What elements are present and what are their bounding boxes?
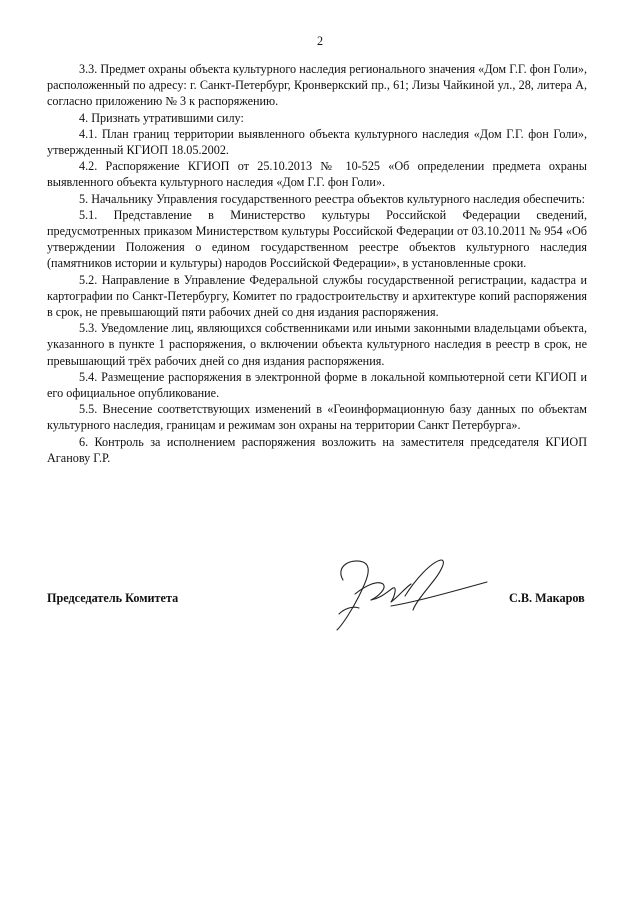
paragraph-4-2: 4.2. Распоряжение КГИОП от 25.10.2013 № 10-525 «Об определении предмета охраны выявленного объекта культурного наследия «Дом Г.Г. фон Голи». bbox=[47, 159, 587, 190]
handwritten-signature bbox=[255, 556, 495, 636]
paragraph-5: 5. Начальнику Управления государственного реестра объектов культурного наследия обеспечить: bbox=[79, 191, 585, 206]
paragraph-5-3: 5.3. Уведомление лиц, являющихся собственниками или иными законными владельцами объекта, указанного в пункте 1 распоряжения, о включении объекта культурного наследия в реестр в срок, не превышающий трёх рабочих дней со дня издания распоряжения. bbox=[47, 321, 587, 368]
signatory-title: Председатель Комитета bbox=[47, 591, 179, 605]
paragraph-6: 6. Контроль за исполнением распоряжения возложить на заместителя председателя КГИОП Аганову Г.Р. bbox=[47, 434, 587, 465]
paragraph-4: 4. Признать утратившими силу: bbox=[79, 110, 244, 125]
paragraph-5-1: 5.1. Представление в Министерство культуры Российской Федерации сведений, предусмотренных приказом Министерством культуры Российской Федерации от 03.10.2011 № 954 «Об утверждении Положения о едином государственном реестре объектов культурного наследия (памятников истории и культуры) народов Российской Федерации», в установленные сроки. bbox=[47, 207, 587, 271]
page-number: 2 bbox=[316, 34, 324, 48]
paragraph-4-1: 4.1. План границ территории выявленного объекта культурного наследия «Дом Г.Г. фон Голи», утвержденный КГИОП 18.05.2002. bbox=[47, 126, 587, 158]
paragraph-3-3: 3.3. Предмет охраны объекта культурного наследия регионального значения «Дом Г.Г. фон Голи», расположенный по адресу: г. Санкт-Петербург, Кронверкский пр., 61; Лизы Чайкиной ул., 28, литера А, согласно приложению № 3 к распоряжению. bbox=[47, 62, 587, 109]
paragraph-5-2: 5.2. Направление в Управление Федеральной службы государственной регистрации, кадастра и картографии по Санкт-Петербургу, Комитет по градостроительству и архитектуре копий распоряжения в срок, не превышающий пяти рабочих дней со дня издания распоряжения. bbox=[47, 272, 587, 320]
signatory-name: С.В. Макаров bbox=[509, 591, 585, 605]
paragraph-5-4: 5.4. Размещение распоряжения в электронной форме в локальной компьютерной сети КГИОП и его официальное опубликование. bbox=[47, 369, 587, 401]
document-body bbox=[47, 61, 587, 466]
paragraph-5-5: 5.5. Внесение соответствующих изменений в «Геоинформационную базу данных по объектам культурного наследия, границам и режимам зон охраны на территории Санкт Петербурга». bbox=[47, 402, 587, 433]
